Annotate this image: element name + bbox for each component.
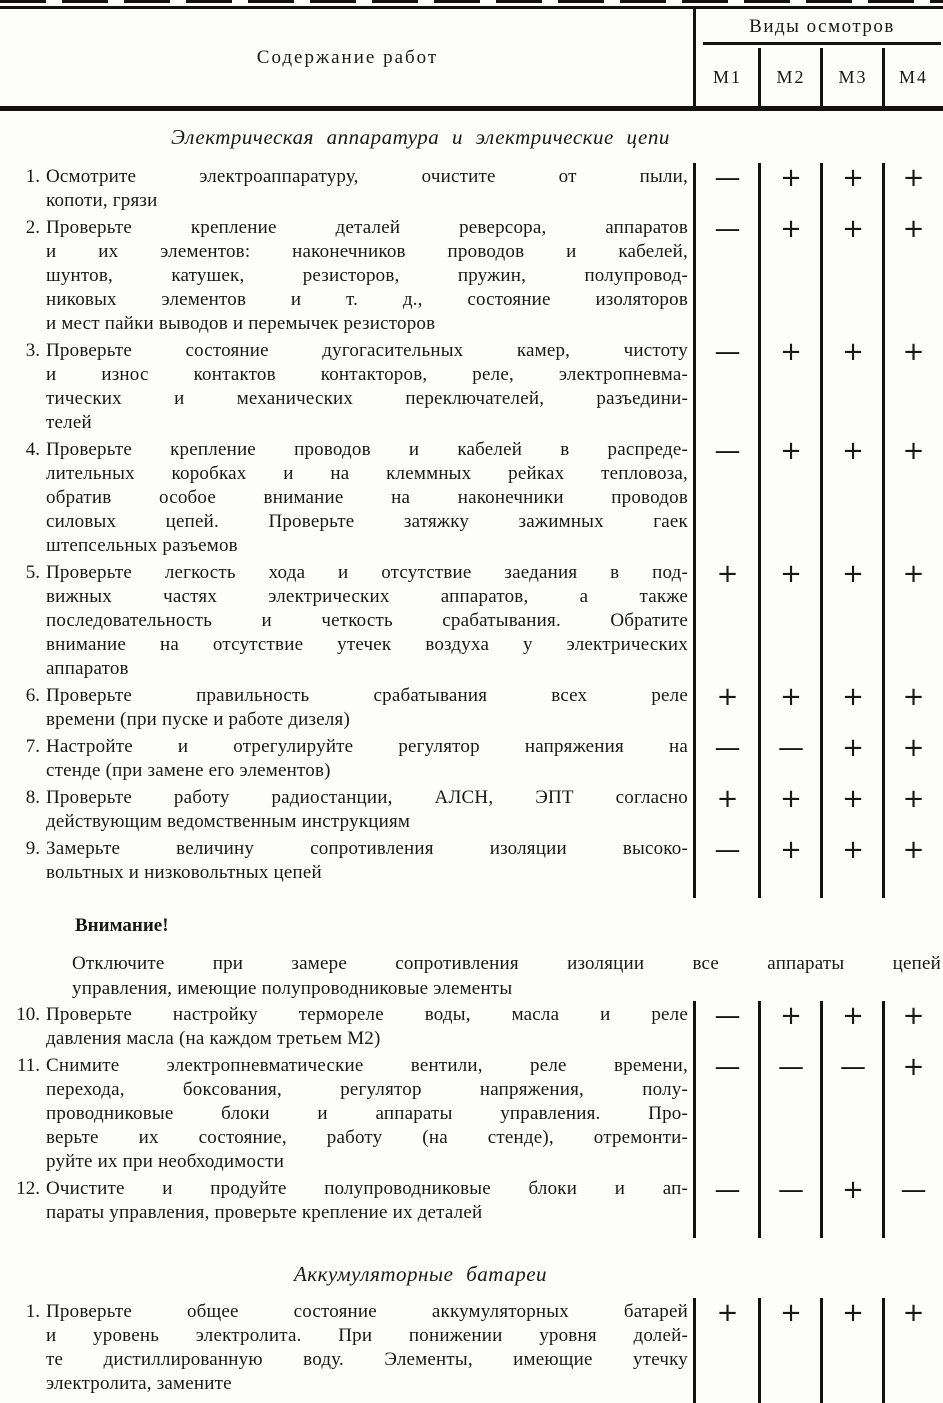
item-text-line: вольтных и низковольтных цепей bbox=[46, 862, 322, 883]
mark-m1: — bbox=[714, 1001, 741, 1031]
item-text-line: Проверьте состояние дугогасительных камер, чистоту bbox=[46, 340, 688, 361]
column-divider bbox=[693, 1001, 696, 1238]
item-number: 5. bbox=[25, 562, 40, 583]
mark-m1: — bbox=[714, 835, 741, 865]
table-header bbox=[0, 9, 943, 111]
mark-m4: — bbox=[900, 1175, 927, 1205]
item-text-line: последовательность и четкость срабатывания. Обратите bbox=[46, 610, 688, 631]
mark-m1: — bbox=[714, 163, 741, 193]
item-text-line: Проверьте крепление проводов и кабелей в распреде- bbox=[46, 439, 688, 460]
mark-m3: + bbox=[842, 214, 864, 244]
item-number: 3. bbox=[25, 340, 40, 361]
work-item-text-cell bbox=[0, 165, 695, 213]
item-text-line: копоти, грязи bbox=[46, 190, 158, 211]
mark-m2: + bbox=[780, 784, 802, 814]
item-text-line: стенде (при замене его элементов) bbox=[46, 760, 331, 781]
item-text-line: Замерьте величину сопротивления изоляции высоко- bbox=[46, 838, 688, 859]
mark-m1: — bbox=[714, 214, 741, 244]
work-item-row bbox=[0, 438, 943, 558]
page-top-rule bbox=[0, 0, 943, 9]
item-number: 1. bbox=[25, 1301, 40, 1322]
mark-m2: + bbox=[780, 559, 802, 589]
mark-m3: + bbox=[842, 559, 864, 589]
item-text-line: Проверьте работу радиостанции, АЛСН, ЭПТ согласно bbox=[46, 787, 688, 808]
item-text-line: шунтов, катушек, резисторов, пружин, полупровод- bbox=[46, 265, 688, 286]
column-label-m3: М3 bbox=[838, 66, 868, 87]
mark-m2: + bbox=[780, 835, 802, 865]
item-text bbox=[46, 684, 688, 732]
mark-m4: + bbox=[902, 784, 925, 814]
mark-m3: + bbox=[842, 163, 864, 193]
column-divider bbox=[758, 1298, 761, 1403]
top-rule-dashed bbox=[0, 0, 943, 3]
column-divider bbox=[820, 1001, 823, 1238]
mark-m2: + bbox=[780, 436, 802, 466]
work-item-row bbox=[0, 837, 943, 885]
mark-m2: + bbox=[780, 337, 802, 367]
item-number: 8. bbox=[25, 787, 40, 808]
item-text-line: Проверьте правильность срабатывания всех реле bbox=[46, 685, 688, 706]
item-text-line: перехода, боксования, регулятор напряжения, полу- bbox=[46, 1079, 688, 1100]
item-text-line: телей bbox=[46, 412, 92, 433]
item-text bbox=[46, 1054, 688, 1174]
attention-note bbox=[0, 914, 943, 1001]
work-item-row bbox=[0, 561, 943, 681]
item-text-line: параты управления, проверьте крепление их деталей bbox=[46, 1202, 483, 1223]
column-divider bbox=[882, 1298, 885, 1403]
item-number: 9. bbox=[25, 838, 40, 859]
mark-m3: + bbox=[842, 835, 864, 865]
mark-m3: — bbox=[840, 1052, 866, 1082]
mark-m3: + bbox=[842, 784, 864, 814]
item-text bbox=[46, 339, 688, 435]
item-text bbox=[46, 1177, 688, 1225]
item-text-line: внимание на отсутствие утечек воздуха у электрических bbox=[46, 634, 688, 655]
item-number: 4. bbox=[25, 439, 40, 460]
item-text bbox=[46, 1300, 688, 1396]
item-text-line: аппаратов bbox=[46, 658, 129, 679]
work-item-row bbox=[0, 1177, 943, 1225]
mark-m3: + bbox=[842, 1001, 864, 1031]
attention-heading: Внимание! bbox=[75, 915, 169, 936]
work-item-text-cell bbox=[0, 1054, 695, 1174]
item-text-line: и мест пайки выводов и перемычек резисторов bbox=[46, 313, 436, 334]
item-text-line: действующим ведомственным инструкциям bbox=[46, 811, 411, 832]
header-work-content-cell bbox=[0, 9, 695, 106]
mark-m2: — bbox=[778, 1052, 804, 1082]
item-number: 6. bbox=[25, 685, 40, 706]
section-title-batteries: Аккумуляторные батареи bbox=[293, 1262, 548, 1286]
column-divider bbox=[820, 48, 823, 106]
work-item-row bbox=[0, 684, 943, 732]
inspection-types-label: Виды осмотров bbox=[749, 15, 895, 37]
item-text-line: Настройте и отрегулируйте регулятор напряжения на bbox=[46, 736, 688, 757]
mark-m4: + bbox=[902, 214, 925, 244]
mark-m2: — bbox=[778, 1175, 804, 1205]
mark-m3: + bbox=[842, 1298, 864, 1328]
column-divider bbox=[758, 48, 761, 106]
item-number: 10. bbox=[16, 1004, 40, 1025]
mark-m1: + bbox=[716, 559, 739, 589]
mark-m1: — bbox=[714, 1052, 741, 1082]
note-text-line: управления, имеющие полупроводниковые элементы bbox=[72, 978, 513, 999]
column-divider bbox=[693, 1298, 696, 1403]
item-number: 7. bbox=[25, 736, 40, 757]
mark-m1: + bbox=[716, 1298, 739, 1328]
work-items-block-electrical-continued bbox=[0, 1001, 943, 1238]
column-divider bbox=[882, 1001, 885, 1238]
item-text bbox=[46, 165, 688, 213]
work-item-row bbox=[0, 1003, 943, 1051]
item-text bbox=[46, 1003, 688, 1051]
mark-m3: + bbox=[842, 682, 864, 712]
item-text-line: Осмотрите электроаппаратуру, очистите от пыли, bbox=[46, 166, 688, 187]
mark-m4: + bbox=[902, 559, 925, 589]
item-text bbox=[46, 735, 688, 783]
item-text-line: никовых элементов и т. д., состояние изоляторов bbox=[46, 289, 688, 310]
mark-m4: + bbox=[902, 337, 925, 367]
item-number: 1. bbox=[25, 166, 40, 187]
item-text-line: силовых цепей. Проверьте затяжку зажимных гаек bbox=[46, 511, 688, 532]
mark-m4: + bbox=[902, 436, 925, 466]
item-text bbox=[46, 216, 688, 336]
item-text-line: руйте их при необходимости bbox=[46, 1151, 285, 1172]
work-item-text-cell bbox=[0, 837, 695, 885]
mark-m2: + bbox=[780, 163, 802, 193]
mark-m3: + bbox=[842, 733, 864, 763]
column-divider bbox=[693, 163, 696, 898]
mark-m4: + bbox=[902, 733, 925, 763]
item-number: 2. bbox=[25, 217, 40, 238]
item-text-line: обратив особое внимание на наконечники проводов bbox=[46, 487, 688, 508]
mark-m3: + bbox=[842, 436, 864, 466]
work-item-row bbox=[0, 1300, 943, 1396]
column-label-m1: М1 bbox=[712, 66, 742, 87]
work-item-text-cell bbox=[0, 561, 695, 681]
item-text-line: тических и механических переключателей, разъедини- bbox=[46, 388, 688, 409]
item-text bbox=[46, 438, 688, 558]
item-number: 11. bbox=[16, 1055, 40, 1076]
item-text-line: проводниковые блоки и аппараты управления. Про- bbox=[46, 1103, 688, 1124]
work-item-text-cell bbox=[0, 1300, 695, 1396]
column-label-m4: М4 bbox=[898, 66, 928, 87]
work-item-text-cell bbox=[0, 1177, 695, 1225]
mark-m1: — bbox=[714, 337, 741, 367]
mark-m3: + bbox=[842, 1175, 864, 1205]
mark-m2: — bbox=[778, 733, 804, 763]
item-text-line: Проверьте общее состояние аккумуляторных батарей bbox=[46, 1301, 688, 1322]
column-divider bbox=[820, 163, 823, 898]
mark-m4: + bbox=[902, 1298, 925, 1328]
mark-m1: — bbox=[714, 1175, 741, 1205]
work-item-row bbox=[0, 735, 943, 783]
work-item-text-cell bbox=[0, 438, 695, 558]
column-label-m2: М2 bbox=[776, 66, 806, 87]
item-text-line: Очистите и продуйте полупроводниковые блоки и ап- bbox=[46, 1178, 688, 1199]
mark-m4: + bbox=[902, 835, 925, 865]
item-text-line: времени (при пуске и работе дизеля) bbox=[46, 709, 350, 730]
mark-m4: + bbox=[902, 1052, 925, 1082]
item-text-line: вижных частях электрических аппаратов, а также bbox=[46, 586, 688, 607]
item-number: 12. bbox=[16, 1178, 40, 1199]
mark-m2: + bbox=[780, 1001, 802, 1031]
item-text bbox=[46, 561, 688, 681]
column-divider bbox=[882, 48, 885, 106]
item-text-line: электролита, замените bbox=[46, 1373, 232, 1394]
work-item-row bbox=[0, 339, 943, 435]
item-text-line: верьте их состояние, работу (на стенде), отремонти- bbox=[46, 1127, 688, 1148]
mark-m1: + bbox=[716, 682, 739, 712]
column-divider bbox=[758, 1001, 761, 1238]
section-title-electrical: Электрическая аппаратура и электрические цепи bbox=[171, 125, 670, 149]
work-item-text-cell bbox=[0, 339, 695, 435]
item-text-line: Снимите электропневматические вентили, реле времени, bbox=[46, 1055, 688, 1076]
mark-m4: + bbox=[902, 163, 925, 193]
mark-m1: — bbox=[714, 733, 741, 763]
mark-m2: + bbox=[780, 1298, 802, 1328]
item-text-line: и уровень электролита. При понижении уровня долей- bbox=[46, 1325, 688, 1346]
work-item-row bbox=[0, 216, 943, 336]
item-text-line: давления масла (на каждом третьем М2) bbox=[46, 1028, 381, 1049]
column-divider bbox=[758, 163, 761, 898]
item-text bbox=[46, 837, 688, 885]
work-items-block-batteries bbox=[0, 1298, 943, 1403]
work-content-label: Содержание работ bbox=[256, 46, 439, 68]
note-text-line: Отключите при замере сопротивления изоляции все аппараты цепей bbox=[72, 953, 941, 974]
work-item-text-cell bbox=[0, 684, 695, 732]
attention-text bbox=[72, 951, 941, 1001]
mark-m3: + bbox=[842, 337, 864, 367]
work-item-row bbox=[0, 165, 943, 213]
work-item-row bbox=[0, 786, 943, 834]
work-item-row bbox=[0, 1054, 943, 1174]
item-text-line: Проверьте крепление деталей реверсора, аппаратов bbox=[46, 217, 688, 238]
item-text-line: лительных коробках и на клеммных рейках тепловоза, bbox=[46, 463, 688, 484]
item-text-line: Проверьте легкость хода и отсутствие заедания в под- bbox=[46, 562, 688, 583]
column-divider bbox=[882, 163, 885, 898]
item-text-line: и их элементов: наконечников проводов и кабелей, bbox=[46, 241, 688, 262]
mark-m2: + bbox=[780, 214, 802, 244]
work-item-text-cell bbox=[0, 1003, 695, 1051]
column-divider bbox=[820, 1298, 823, 1403]
item-text-line: штепсельных разъемов bbox=[46, 535, 238, 556]
item-text-line: и износ контактов контакторов, реле, электропневма- bbox=[46, 364, 688, 385]
item-text-line: Проверьте настройку термореле воды, масла и реле bbox=[46, 1004, 688, 1025]
work-items-block-electrical bbox=[0, 163, 943, 898]
work-item-text-cell bbox=[0, 216, 695, 336]
mark-m1: — bbox=[714, 436, 741, 466]
mark-m4: + bbox=[902, 1001, 925, 1031]
mark-m2: + bbox=[780, 682, 802, 712]
header-inspection-columns bbox=[695, 48, 943, 106]
column-divider bbox=[693, 9, 696, 106]
header-inspection-types-cell bbox=[703, 11, 941, 45]
mark-m4: + bbox=[902, 682, 925, 712]
work-item-text-cell bbox=[0, 786, 695, 834]
mark-m1: + bbox=[716, 784, 739, 814]
work-item-text-cell bbox=[0, 735, 695, 783]
item-text bbox=[46, 786, 688, 834]
item-text-line: те дистиллированную воду. Элементы, имеющие утечку bbox=[46, 1349, 688, 1370]
